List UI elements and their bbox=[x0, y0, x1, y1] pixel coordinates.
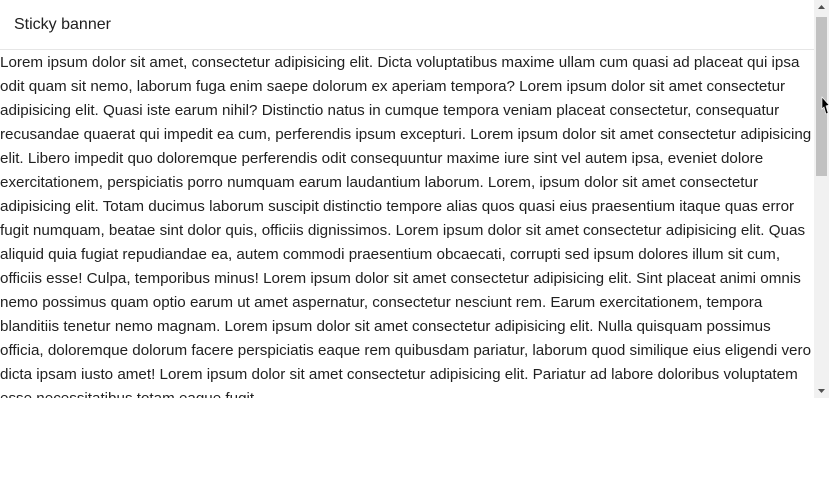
triangle-up-icon bbox=[814, 0, 829, 15]
triangle-down-icon bbox=[814, 383, 829, 398]
page-blank-area bbox=[0, 398, 829, 499]
scroll-up-button[interactable] bbox=[814, 0, 829, 15]
scroll-down-button[interactable] bbox=[814, 383, 829, 398]
sticky-banner bbox=[0, 0, 814, 50]
mouse-pointer-icon bbox=[822, 97, 829, 117]
vertical-scrollbar[interactable] bbox=[814, 0, 829, 398]
sticky-banner-title: Sticky banner bbox=[14, 15, 111, 33]
lorem-paragraph: Lorem ipsum dolor sit amet, consectetur adipisicing elit. Dicta voluptatibus maxime ullam cum quasi ad placeat qui ipsa odit quam sit nemo, laborum fuga enim saepe dolorum ex aperiam tempora? Lorem ipsum dolor sit amet consectetur adipisicing elit. Quasi iste earum nihil? Distinctio natus in cumque tempora veniam placeat consectetur, consequatur recusandae quaerat qui impedit ea cum, perferendis ipsum excepturi. Lorem ipsum dolor sit amet consectetur adipisicing elit. Libero impedit quo doloremque perferendis odit consequuntur maxime iure sint vel autem ipsa, eveniet dolore exercitationem, perspiciatis porro numquam earum laudantium laborum. Lorem, ipsum dolor sit amet consectetur adipisicing elit. Totam ducimus laborum suscipit distinctio tempore alias quos quasi eius praesentium itaque quas error fugit numquam, beatae sint dolor quis, officiis dignissimos. Lorem ipsum dolor sit amet consectetur adipisicing elit. Quas aliquid quia fugiat repudiandae ea, autem commodi praesentium obcaecati, corrupti sed ipsum dolores illum sit cum, officiis esse! Culpa, temporibus minus! Lorem ipsum dolor sit amet consectetur adipisicing elit. Sint placeat animi omnis nemo possimus quam optio earum ut amet aspernatur, consectetur nesciunt rem. Earum exercitationem, tempora blanditiis tenetur nemo magnam. Lorem ipsum dolor sit amet consectetur adipisicing elit. Nulla quisquam possimus officia, doloremque dolorum facere perspiciatis eaque rem quibusdam pariatur, laborum quod similique eius eligendi vero dicta ipsam iusto amet! Lorem ipsum dolor sit amet consectetur adipisicing elit. Pariatur ad labore doloribus voluptatem bbox=[0, 54, 812, 383]
